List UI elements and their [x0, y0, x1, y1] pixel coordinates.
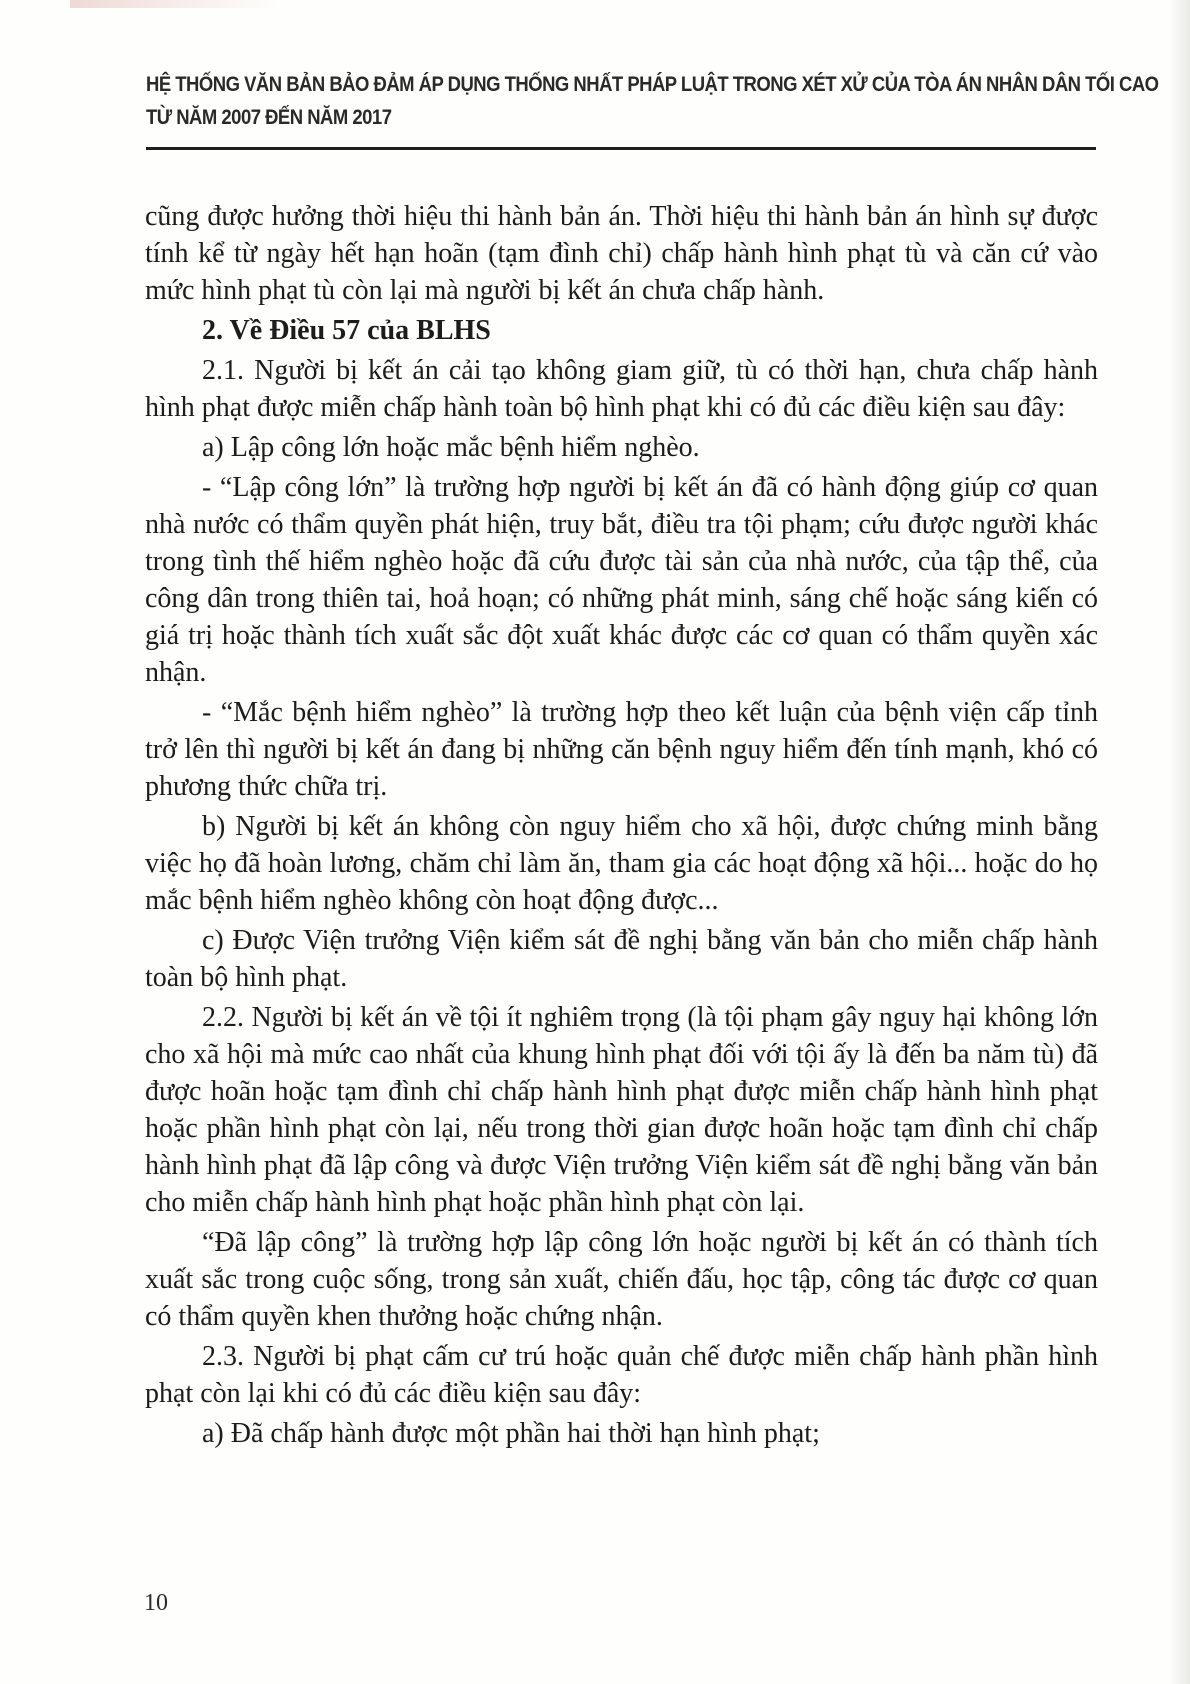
- paragraph-item-b: b) Người bị kết án không còn nguy hiểm cho xã hội, được chứng minh bằng việc họ đã hoàn lương, chăm chỉ làm ăn, tham gia các hoạt động xã hội... hoặc do họ mắc bệnh hiểm nghèo không còn hoạt động được...: [145, 811, 1098, 916]
- scan-edge-tint: [70, 0, 280, 8]
- scan-edge-shadow: [1168, 0, 1190, 1684]
- paragraph-2-3: 2.3. Người bị phạt cấm cư trú hoặc quản chế được miễn chấp hành phần hình phạt còn lại khi có đủ các điều kiện sau đây:: [145, 1341, 1098, 1409]
- paragraph-continuation: cũng được hưởng thời hiệu thi hành bản án. Thời hiệu thi hành bản án hình sự được tính kể từ ngày hết hạn hoãn (tạm đình chỉ) chấp hành hình phạt tù và căn cứ vào mức hình phạt tù còn lại mà người bị kết án chưa chấp hành.: [145, 201, 1098, 306]
- paragraph-lap-cong-lon: - “Lập công lớn” là trường hợp người bị kết án đã có hành động giúp cơ quan nhà nước có thẩm quyền phát hiện, truy bắt, điều tra tội phạm; cứu được người khác trong tình thế hiểm nghèo hoặc đã cứu được tài sản của nhà nước, của tập thể, của công dân trong thiên tai, hoả hoạn; có những phát minh, sáng chế hoặc sáng kiến có giá trị hoặc thành tích xuất sắc đột xuất khác được các cơ quan có thẩm quyền xác nhận.: [145, 472, 1098, 688]
- paragraph-da-lap-cong: “Đã lập công” là trường hợp lập công lớn hoặc người bị kết án có thành tích xuất sắc trong cuộc sống, trong sản xuất, chiến đấu, học tập, công tác được cơ quan có thẩm quyền khen thưởng hoặc chứng nhận.: [145, 1227, 1098, 1332]
- running-header-line-2: TỪ NĂM 2007 ĐẾN NĂM 2017: [146, 105, 392, 129]
- header-divider: [146, 147, 1096, 150]
- paragraph-mac-benh-hiem-ngheo: - “Mắc bệnh hiểm nghèo” là trường hợp theo kết luận của bệnh viện cấp tỉnh trở lên thì người bị kết án đang bị những căn bệnh nguy hiểm đến tính mạnh, khó có phương thức chữa trị.: [145, 697, 1098, 802]
- paragraph-2-2: 2.2. Người bị kết án về tội ít nghiêm trọng (là tội phạm gây nguy hại không lớn cho xã hội mà mức cao nhất của khung hình phạt đối với tội ấy là đến ba năm tù) đã được hoãn hoặc tạm đình chỉ chấp hành hình phạt được miễn chấp hành hình phạt hoặc phần hình phạt còn lại, nếu trong thời gian được hoãn hoặc tạm đình chỉ chấp hành hình phạt đã lập công và được Viện trưởng Viện kiểm sát đề nghị bằng văn bản cho miễn chấp hành hình phạt hoặc phần hình phạt còn lại.: [145, 1002, 1098, 1218]
- paragraph-item-c: c) Được Viện trưởng Viện kiểm sát đề nghị bằng văn bản cho miễn chấp hành toàn bộ hình phạt.: [145, 925, 1098, 993]
- paragraph-2-1: 2.1. Người bị kết án cải tạo không giam giữ, tù có thời hạn, chưa chấp hành hình phạt được miễn chấp hành toàn bộ hình phạt khi có đủ các điều kiện sau đây:: [145, 355, 1098, 423]
- paragraph-2-3-item-a: a) Đã chấp hành được một phần hai thời hạn hình phạt;: [202, 1418, 820, 1449]
- body-text: [145, 198, 1098, 1452]
- running-header-line-1: HỆ THỐNG VĂN BẢN BẢO ĐẢM ÁP DỤNG THỐNG NHẤT PHÁP LUẬT TRONG XÉT XỬ CỦA TÒA ÁN NHÂN DÂN TỐI CAO: [146, 72, 1159, 96]
- section-heading: 2. Về Điều 57 của BLHS: [202, 315, 491, 346]
- running-header: [146, 68, 1159, 134]
- paragraph-item-a: a) Lập công lớn hoặc mắc bệnh hiểm nghèo.: [202, 432, 700, 463]
- page-number: 10: [144, 1590, 168, 1616]
